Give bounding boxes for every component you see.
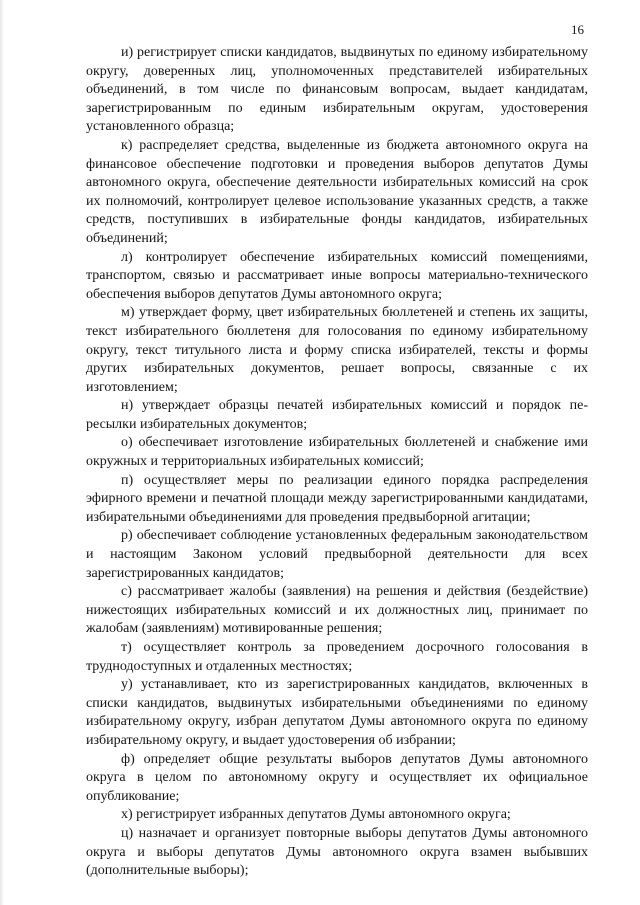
paragraph-ts: ц) назначает и организует повторные выборы депутатов Думы автономного округа и выборы депутатов Думы автономного округа взамен выбывших (дополнительные выборы); [86,825,588,879]
paragraph-f: ф) определяет общие результаты выборов депутатов Думы автономного округа в целом по автономному округу и осуществляет их официальное опубликование; [86,751,588,804]
paragraph-kh: х) регистрирует избранных депутатов Думы автономного округа; [121,807,511,823]
paragraph-l: л) контролирует обеспечение избирательных комиссий помещениями, транспортом, связью и рассматривает иные вопросы материально-технического обеспечения выборов депутатов Думы автономного округа; [86,249,588,302]
page-number: 16 [571,22,584,37]
paragraph-k: к) распределяет средства, выделенные из бюджета автономного округа на финансовое обеспечение подготовки и проведения выборов депутатов Думы автономного округа, обеспечение деятельности избирательных комиссий на срок их полномочий, контролирует целевое использование указанных средств, а также средств, поступивших в избирательные фонды кандидатов, избирательных объединений; [86,137,588,246]
paragraph-u: у) устанавливает, кто из зарегистрированных кандидатов, включенных в списки кандидатов, выдвинутых избирательными объединениями по единому избирательному округу, избран депутатом Думы автономного округа по единому избирательному округу, и выдает удостоверения об избрании; [86,677,588,748]
document-body [86,44,588,881]
paragraph-t: т) осуществляет контроль за проведением досрочного голосования в труднодоступных и отдаленных местностях; [86,640,588,674]
paragraph-r: р) обеспечивает соблюдение установленных федеральным законодательством и настоящим Законом условий предвыборной деятельности для всех зарегистрированных кандидатов; [86,528,588,581]
paragraph-p: п) осуществляет меры по реализации единого порядка распределения эфирного времени и печатной площади между зарегистрированными кандидатами, избирательными объединениями для проведения предвыборной агитации; [86,472,588,525]
paragraph-i: и) регистрирует списки кандидатов, выдвинутых по единому избирательному округу, доверенных лиц, уполномоченных представителей избирательных объединений, в том числе по финансовым вопросам, выдает кандидатам, зарегистрированным по единым избирательным округам, удостоверения установленного образца; [86,45,588,135]
scan-edge [0,0,4,905]
paragraph-n: н) утверждает образцы печатей избирательных комиссий и порядок пересылки избирательных документов; [86,398,588,432]
paragraph-m: м) утверждает форму, цвет избирательных бюллетеней и степень их защиты, текст избирательного бюллетеня для голосования по единому избирательному округу, текст титульного листа и форму списка избирателей, тексты и формы других избирательных документов, решает вопросы, связанные с их изготовлением; [86,305,588,395]
paragraph-o: о) обеспечивает изготовление избирательных бюллетеней и снабжение ими окружных и территориальных избирательных комиссий; [86,435,588,470]
paragraph-s: с) рассматривает жалобы (заявления) на решения и действия (бездействие) нижестоящих избирательных комиссий и их должностных лиц, принимает по жалобам (заявлениям) мотивированные решения; [86,584,588,637]
